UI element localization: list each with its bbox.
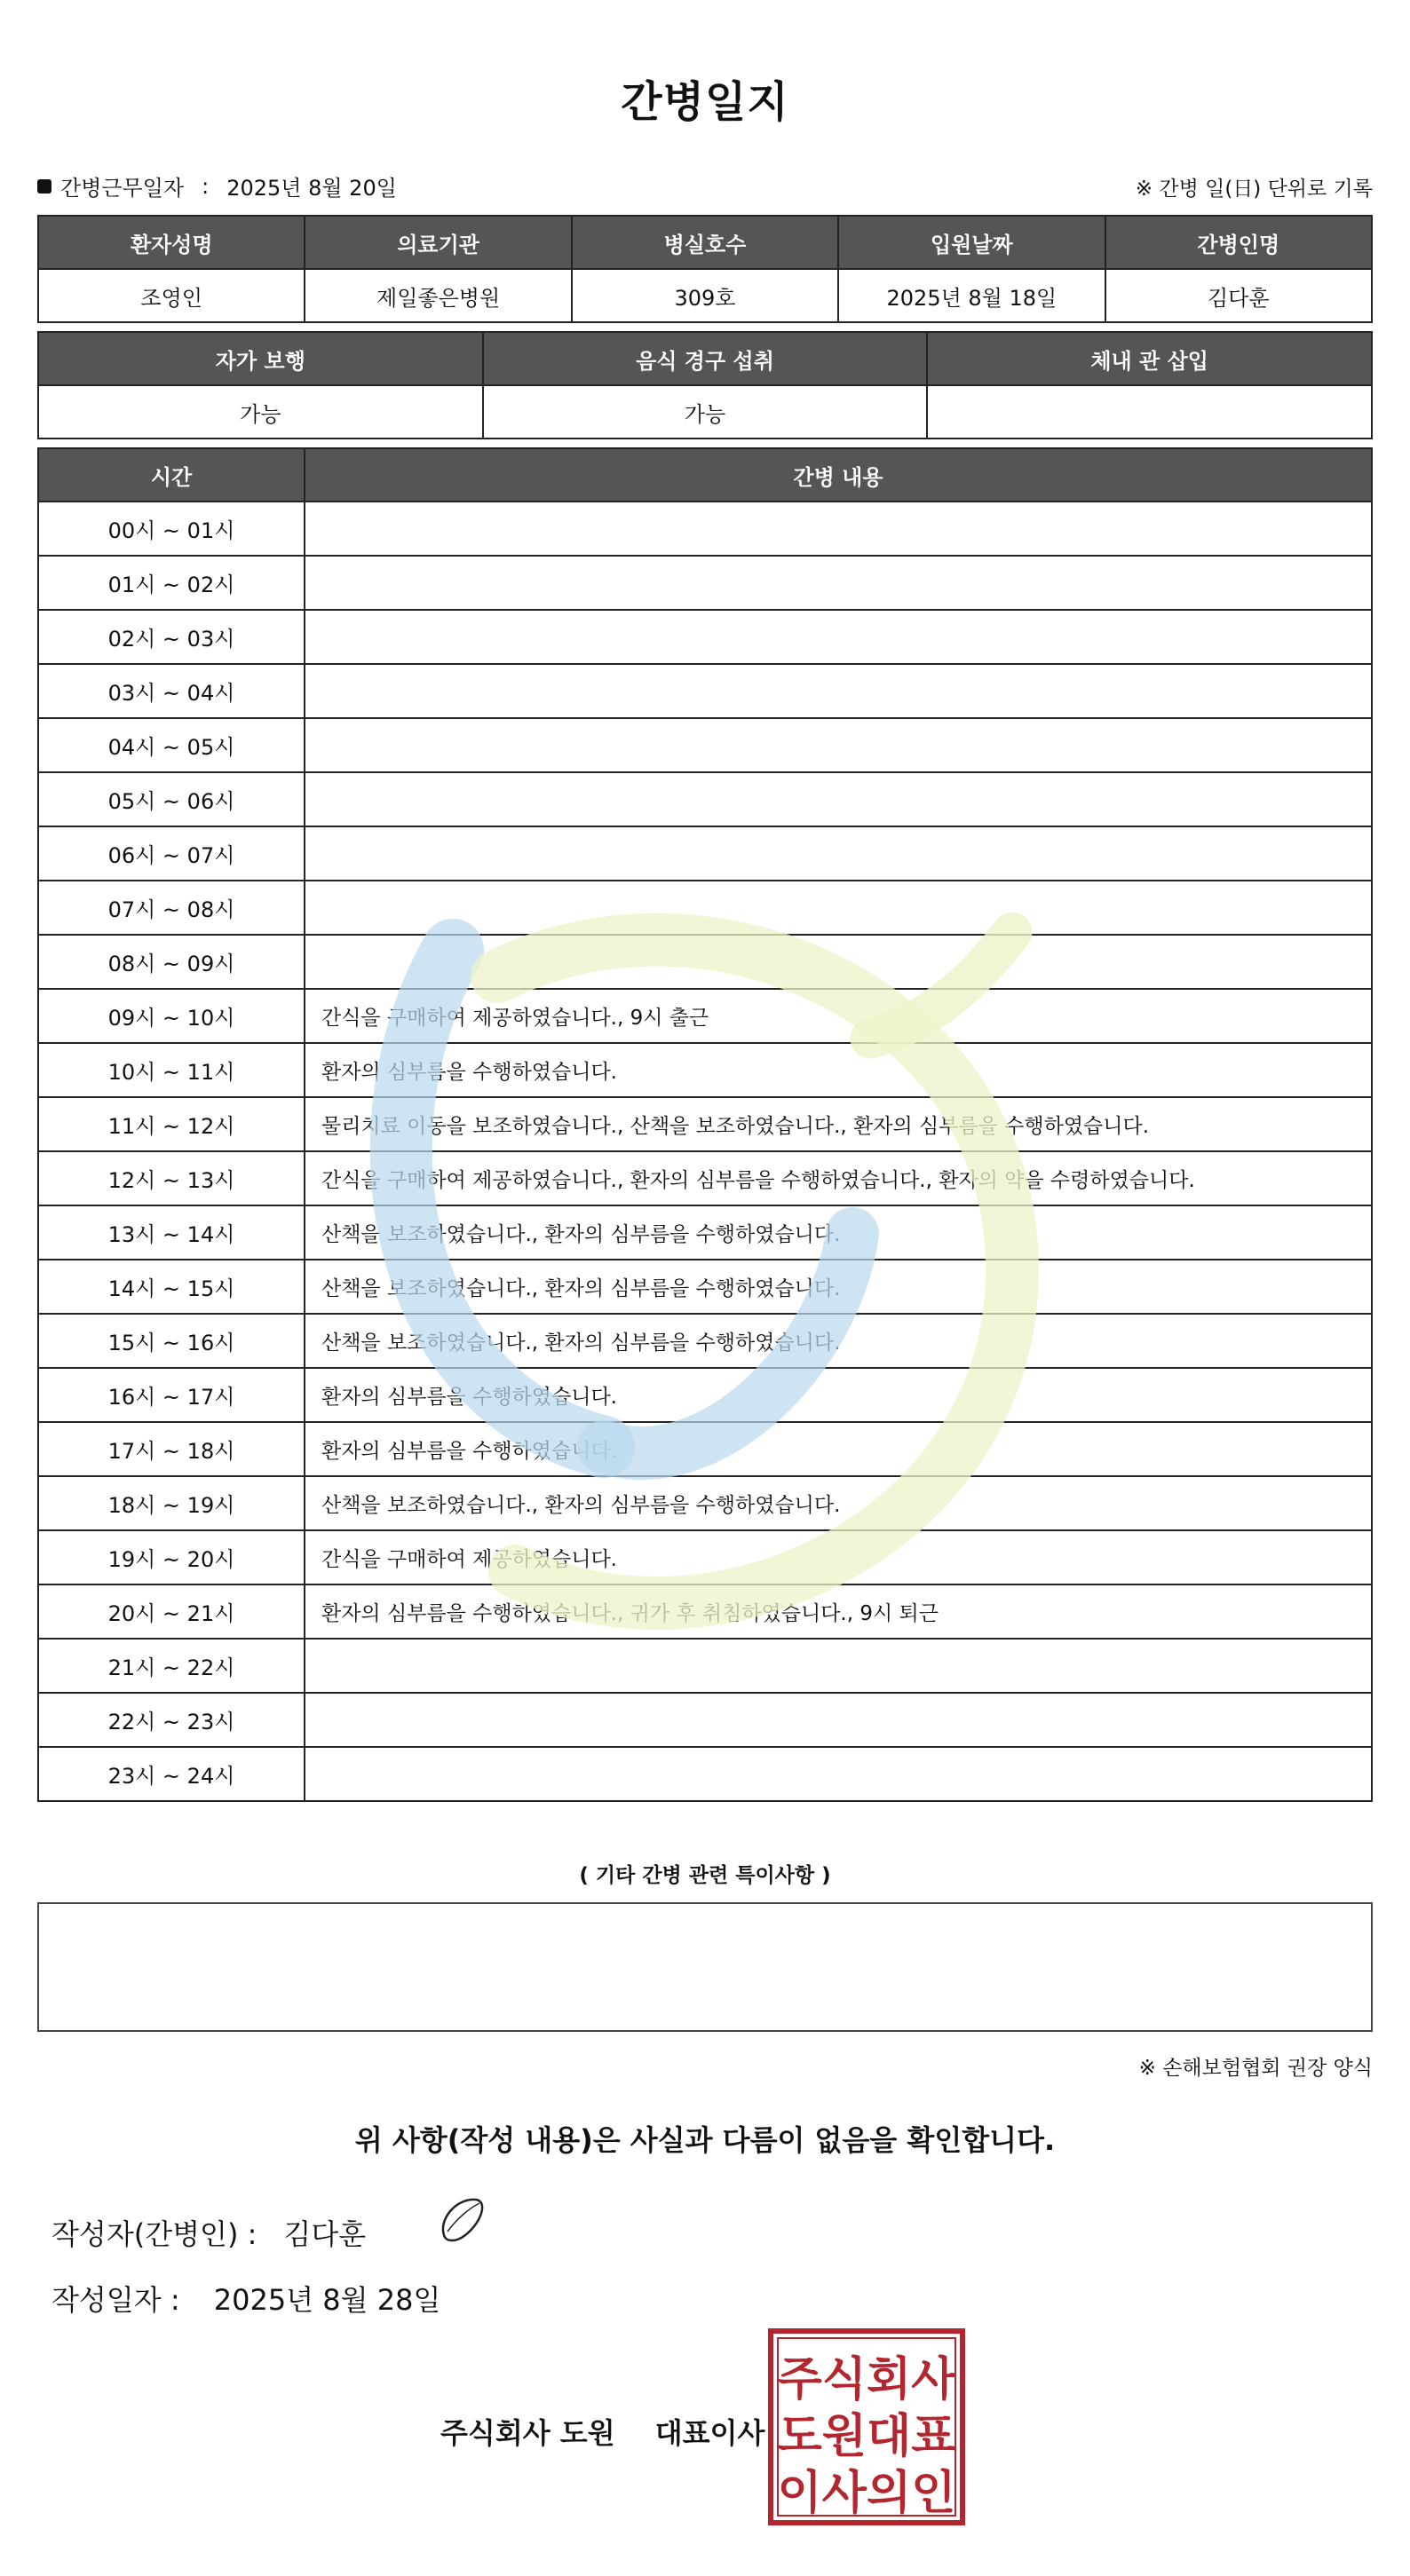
schedule-row (38, 935, 1372, 989)
schedule-content: 환자의 심부름을 수행하였습니다., 귀가 후 취침하였습니다., 9시 퇴근 (305, 1584, 1372, 1639)
unit-note: ※ 간병 일(日) 단위로 기록 (1135, 178, 1373, 201)
room-number: 309호 (572, 269, 838, 322)
schedule-row (38, 826, 1372, 881)
special-notes-box (37, 1902, 1373, 2032)
ability-value-row (38, 385, 1372, 439)
schedule-content (305, 664, 1372, 718)
schedule-time: 17시 ~ 18시 (38, 1422, 305, 1476)
header-room: 병실호수 (572, 216, 838, 269)
written-date-line (51, 2278, 440, 2319)
schedule-row (38, 1693, 1372, 1747)
schedule-time: 02시 ~ 03시 (38, 610, 305, 664)
schedule-row (38, 1639, 1372, 1693)
written-date-label: 작성일자 : (51, 2283, 180, 2317)
schedule-time: 22시 ~ 23시 (38, 1693, 305, 1747)
schedule-content: 물리치료 이동을 보조하였습니다., 산책을 보조하였습니다., 환자의 심부름을 수행하였습니다. (305, 1097, 1372, 1151)
header-caregiver-name: 간병인명 (1105, 216, 1372, 269)
caregiver-name: 김다훈 (1105, 269, 1372, 322)
schedule-time: 13시 ~ 14시 (38, 1205, 305, 1260)
patient-info-value-row (38, 269, 1372, 322)
form-note: ※ 손해보험협회 권장 양식 (1138, 2057, 1373, 2080)
schedule-time: 20시 ~ 21시 (38, 1584, 305, 1639)
schedule-row (38, 1097, 1372, 1151)
schedule-content: 간식을 구매하여 제공하였습니다. (305, 1530, 1372, 1584)
schedule-row (38, 1151, 1372, 1205)
schedule-time: 10시 ~ 11시 (38, 1043, 305, 1097)
header-time: 시간 (38, 448, 305, 502)
patient-name: 조영인 (38, 269, 305, 322)
schedule-row (38, 989, 1372, 1043)
schedule-time: 05시 ~ 06시 (38, 772, 305, 826)
schedule-time: 18시 ~ 19시 (38, 1476, 305, 1530)
signature-mark (435, 2193, 490, 2246)
schedule-time: 14시 ~ 15시 (38, 1260, 305, 1314)
header-admission-date: 입원날짜 (838, 216, 1105, 269)
patient-info-header-row (38, 216, 1372, 269)
written-date-value: 2025년 8월 28일 (213, 2283, 441, 2317)
special-notes-title: ( 기타 간병 관련 특이사항 ) (579, 1864, 831, 1887)
header-self-walking: 자가 보행 (38, 332, 483, 385)
schedule-time: 07시 ~ 08시 (38, 881, 305, 935)
company-seal-stamp (767, 2327, 966, 2526)
work-date-value: 2025년 8월 20일 (226, 176, 397, 201)
schedule-content (305, 1693, 1372, 1747)
schedule-content (305, 1639, 1372, 1693)
work-date-separator: : (202, 173, 210, 199)
schedule-header-row (38, 448, 1372, 502)
schedule-row (38, 1584, 1372, 1639)
work-date (37, 170, 397, 201)
schedule-time: 16시 ~ 17시 (38, 1368, 305, 1422)
schedule-body (38, 502, 1372, 1801)
company-name: 주식회사 도원 (440, 2416, 615, 2450)
schedule-content (305, 772, 1372, 826)
schedule-content: 환자의 심부름을 수행하였습니다. (305, 1368, 1372, 1422)
schedule-content: 산책을 보조하였습니다., 환자의 심부름을 수행하였습니다. (305, 1476, 1372, 1530)
header-oral-intake: 음식 경구 섭취 (483, 332, 928, 385)
schedule-row (38, 1043, 1372, 1097)
bullet-square-icon (37, 179, 51, 194)
schedule-time: 12시 ~ 13시 (38, 1151, 305, 1205)
ability-header-row (38, 332, 1372, 385)
writer-line (51, 2212, 366, 2253)
document-title: 간병일지 (621, 77, 789, 127)
ability-info-table (37, 331, 1373, 439)
schedule-time: 09시 ~ 10시 (38, 989, 305, 1043)
schedule-row (38, 1422, 1372, 1476)
seal-line-3: 이사의인 (777, 2467, 956, 2520)
schedule-content (305, 826, 1372, 881)
schedule-row (38, 1530, 1372, 1584)
schedule-content: 간식을 구매하여 제공하였습니다., 9시 출근 (305, 989, 1372, 1043)
schedule-time: 21시 ~ 22시 (38, 1639, 305, 1693)
schedule-row (38, 1260, 1372, 1314)
schedule-time: 03시 ~ 04시 (38, 664, 305, 718)
schedule-content (305, 502, 1372, 556)
writer-name: 김다훈 (283, 2217, 367, 2251)
schedule-row (38, 1314, 1372, 1368)
schedule-time: 01시 ~ 02시 (38, 556, 305, 610)
schedule-content (305, 935, 1372, 989)
schedule-row (38, 881, 1372, 935)
schedule-row (38, 1205, 1372, 1260)
seal-line-2: 도원대표 (777, 2410, 956, 2463)
schedule-time: 15시 ~ 16시 (38, 1314, 305, 1368)
schedule-content: 환자의 심부름을 수행하였습니다. (305, 1422, 1372, 1476)
schedule-row (38, 502, 1372, 556)
confirmation-statement: 위 사항(작성 내용)은 사실과 다름이 없음을 확인합니다. (354, 2123, 1056, 2157)
company-line (440, 2411, 764, 2452)
schedule-row (38, 556, 1372, 610)
patient-info-table (37, 215, 1373, 323)
schedule-content: 간식을 구매하여 제공하였습니다., 환자의 심부름을 수행하였습니다., 환자의 약을 수령하였습니다. (305, 1151, 1372, 1205)
schedule-time: 06시 ~ 07시 (38, 826, 305, 881)
schedule-time: 11시 ~ 12시 (38, 1097, 305, 1151)
schedule-row (38, 772, 1372, 826)
schedule-time: 08시 ~ 09시 (38, 935, 305, 989)
oral-intake-value: 가능 (483, 385, 928, 439)
admission-date: 2025년 8월 18일 (838, 269, 1105, 322)
schedule-content (305, 610, 1372, 664)
schedule-time: 00시 ~ 01시 (38, 502, 305, 556)
header-hospital: 의료기관 (305, 216, 571, 269)
writer-label: 작성자(간병인) : (51, 2217, 257, 2251)
schedule-content (305, 718, 1372, 772)
work-date-label: 간병근무일자 (60, 176, 185, 201)
schedule-row (38, 1368, 1372, 1422)
schedule-row (38, 610, 1372, 664)
schedule-time: 04시 ~ 05시 (38, 718, 305, 772)
tube-insertion-value (927, 385, 1372, 439)
header-patient-name: 환자성명 (38, 216, 305, 269)
header-tube-insertion: 체내 관 삽입 (927, 332, 1372, 385)
schedule-content (305, 556, 1372, 610)
schedule-content: 산책을 보조하였습니다., 환자의 심부름을 수행하였습니다. (305, 1260, 1372, 1314)
schedule-content: 산책을 보조하였습니다., 환자의 심부름을 수행하였습니다. (305, 1205, 1372, 1260)
self-walking-value: 가능 (38, 385, 483, 439)
schedule-row (38, 664, 1372, 718)
schedule-content: 환자의 심부름을 수행하였습니다. (305, 1043, 1372, 1097)
care-schedule-table (37, 447, 1373, 1802)
schedule-row (38, 718, 1372, 772)
schedule-row (38, 1476, 1372, 1530)
schedule-content: 산책을 보조하였습니다., 환자의 심부름을 수행하였습니다. (305, 1314, 1372, 1368)
schedule-row (38, 1747, 1372, 1801)
hospital-name: 제일좋은병원 (305, 269, 571, 322)
schedule-time: 23시 ~ 24시 (38, 1747, 305, 1801)
schedule-content (305, 1747, 1372, 1801)
schedule-time: 19시 ~ 20시 (38, 1530, 305, 1584)
seal-line-1: 주식회사 (777, 2353, 956, 2406)
header-care-content: 간병 내용 (305, 448, 1372, 502)
schedule-content (305, 881, 1372, 935)
company-title: 대표이사 (654, 2416, 765, 2450)
